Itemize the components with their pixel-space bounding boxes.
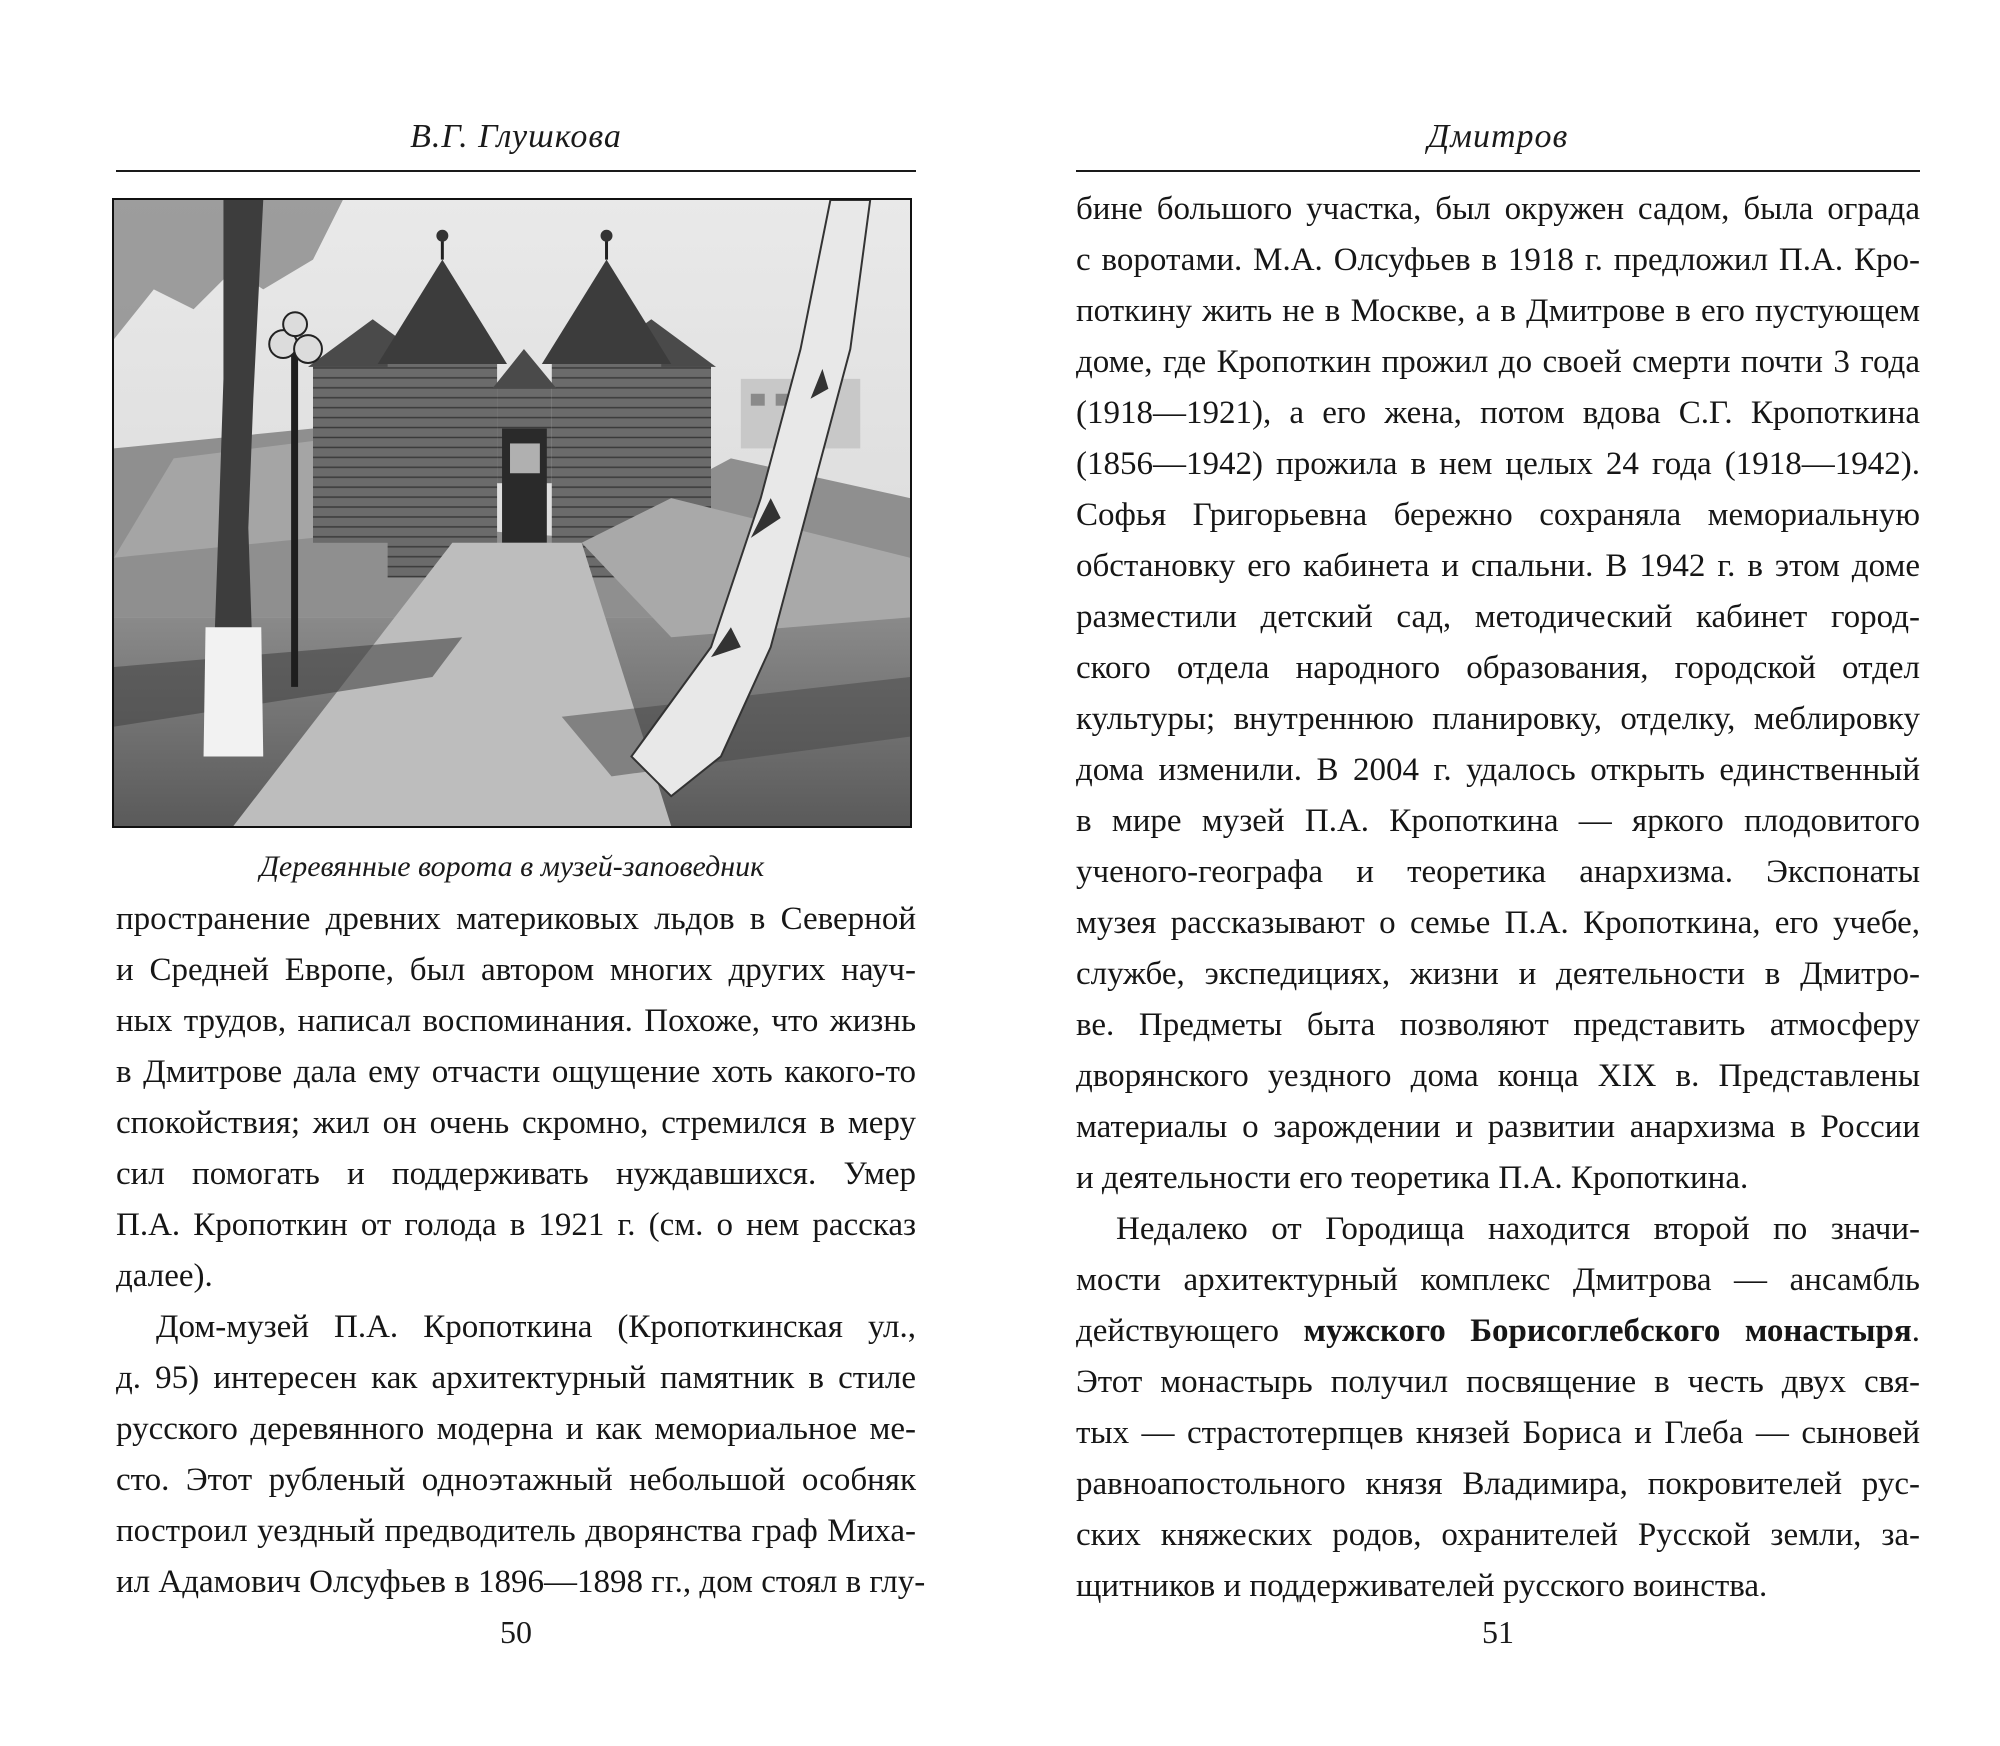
text-line: ве. Предметы быта позволяют представить атмосферу <box>1076 1007 1920 1043</box>
text-line: мости архитектурный комплекс Дмитрова — ансамбль <box>1076 1262 1920 1298</box>
text-line: материалы о зарождении и развитии анархизма в России <box>1076 1109 1920 1145</box>
text-line: Этот монастырь получил посвящение в честь двух свя- <box>1076 1364 1920 1400</box>
text-line: бине большого участка, был окружен садом, была ограда <box>1076 191 1920 227</box>
text-line: д. 95) интересен как архитектурный памятник в стиле <box>116 1360 916 1396</box>
text-line: русского деревянного модерна и как мемориальное ме- <box>116 1411 916 1447</box>
running-head-author: В.Г. Глушкова <box>410 118 622 155</box>
text-line: обстановку его кабинета и спальни. В 1942 г. в этом доме <box>1076 548 1920 584</box>
text-line: ского отдела народного образования, городской отдел <box>1076 650 1920 686</box>
text-line: равноапостольного князя Владимира, покровителей рус- <box>1076 1466 1920 1502</box>
text-line: П.А. Кропоткин от голода в 1921 г. (см. о нем рассказ <box>116 1207 916 1243</box>
header-rule <box>116 170 916 172</box>
text-line: сто. Этот рубленый одноэтажный небольшой особняк <box>116 1462 916 1498</box>
page-number: 50 <box>500 1614 532 1650</box>
text-line: Софья Григорьевна бережно сохраняла мемориальную <box>1076 497 1920 533</box>
text-line: в Дмитрове дала ему отчасти ощущение хоть какого-то <box>116 1054 916 1090</box>
text-line: и Средней Европе, был автором многих других науч- <box>116 952 916 988</box>
header-rule <box>1076 170 1920 172</box>
text-line: ных трудов, написал воспоминания. Похоже, что жизнь <box>116 1003 916 1039</box>
text-line: разместили детский сад, методический кабинет город- <box>1076 599 1920 635</box>
text-line-with-bold <box>1076 1306 1920 1357</box>
text-segment: . <box>1911 1313 1920 1349</box>
text-line: Недалеко от Городища находится второй по значи- <box>1116 1211 1920 1247</box>
text-line: музея рассказывают о семье П.А. Кропоткина, его учебе, <box>1076 905 1920 941</box>
text-line: построил уездный предводитель дворянства граф Миха- <box>116 1513 916 1549</box>
right-body-text <box>1076 184 1920 1612</box>
text-line: щитников и поддерживателей русского воинства. <box>1076 1568 1768 1604</box>
text-line: и деятельности его теоретика П.А. Кропоткина. <box>1076 1160 1749 1196</box>
text-line: поткину жить не в Москве, а в Дмитрове в его пустующем <box>1076 293 1920 329</box>
text-line: сил помогать и поддерживать нуждавшихся. Умер <box>116 1156 916 1192</box>
photo-caption: Деревянные ворота в музей-заповедник <box>259 850 765 883</box>
text-line: ил Адамович Олсуфьев в 1896—1898 гг., дом стоял в глу- <box>116 1564 926 1600</box>
left-page <box>0 0 960 1746</box>
text-line: спокойствия; жил он очень скромно, стремился в меру <box>116 1105 916 1141</box>
text-line: дома изменили. В 2004 г. удалось открыть единственный <box>1076 752 1920 788</box>
running-head-title: Дмитров <box>1427 118 1569 155</box>
text-line: ученого-географа и теоретика анархизма. Экспонаты <box>1076 854 1920 890</box>
text-line: ских княжеских родов, охранителей Русской земли, за- <box>1076 1517 1920 1553</box>
text-line: с воротами. М.А. Олсуфьев в 1918 г. предложил П.А. Кро- <box>1076 242 1920 278</box>
text-line: Дом-музей П.А. Кропоткина (Кропоткинская ул., <box>156 1309 916 1345</box>
text-line: (1918—1921), а его жена, потом вдова С.Г. Кропоткина <box>1076 395 1920 431</box>
text-line: далее). <box>116 1258 213 1294</box>
photo-wooden-gates <box>112 198 912 828</box>
text-line: (1856—1942) прожила в нем целых 24 года (1918—1942). <box>1076 446 1920 482</box>
text-line: культуры; внутреннюю планировку, отделку, меблировку <box>1076 701 1920 737</box>
left-body-text <box>116 894 926 1608</box>
text-line: дворянского уездного дома конца XIX в. Представлены <box>1076 1058 1920 1094</box>
text-segment: действующего <box>1076 1313 1304 1349</box>
bold-monastery-name: мужского Борисоглебского монастыря <box>1303 1313 1912 1349</box>
text-line: доме, где Кропоткин прожил до своей смерти почти 3 года <box>1076 344 1920 380</box>
text-line: службе, экспедициях, жизни и деятельности в Дмитро- <box>1076 956 1920 992</box>
photo-illustration <box>114 200 910 826</box>
page-number: 51 <box>1482 1614 1514 1650</box>
right-page <box>1040 0 2000 1746</box>
text-line: тых — страстотерпцев князей Бориса и Глеба — сыновей <box>1076 1415 1920 1451</box>
text-line: пространение древних материковых льдов в Северной <box>116 901 916 937</box>
text-line: в мире музей П.А. Кропоткина — яркого плодовитого <box>1076 803 1920 839</box>
